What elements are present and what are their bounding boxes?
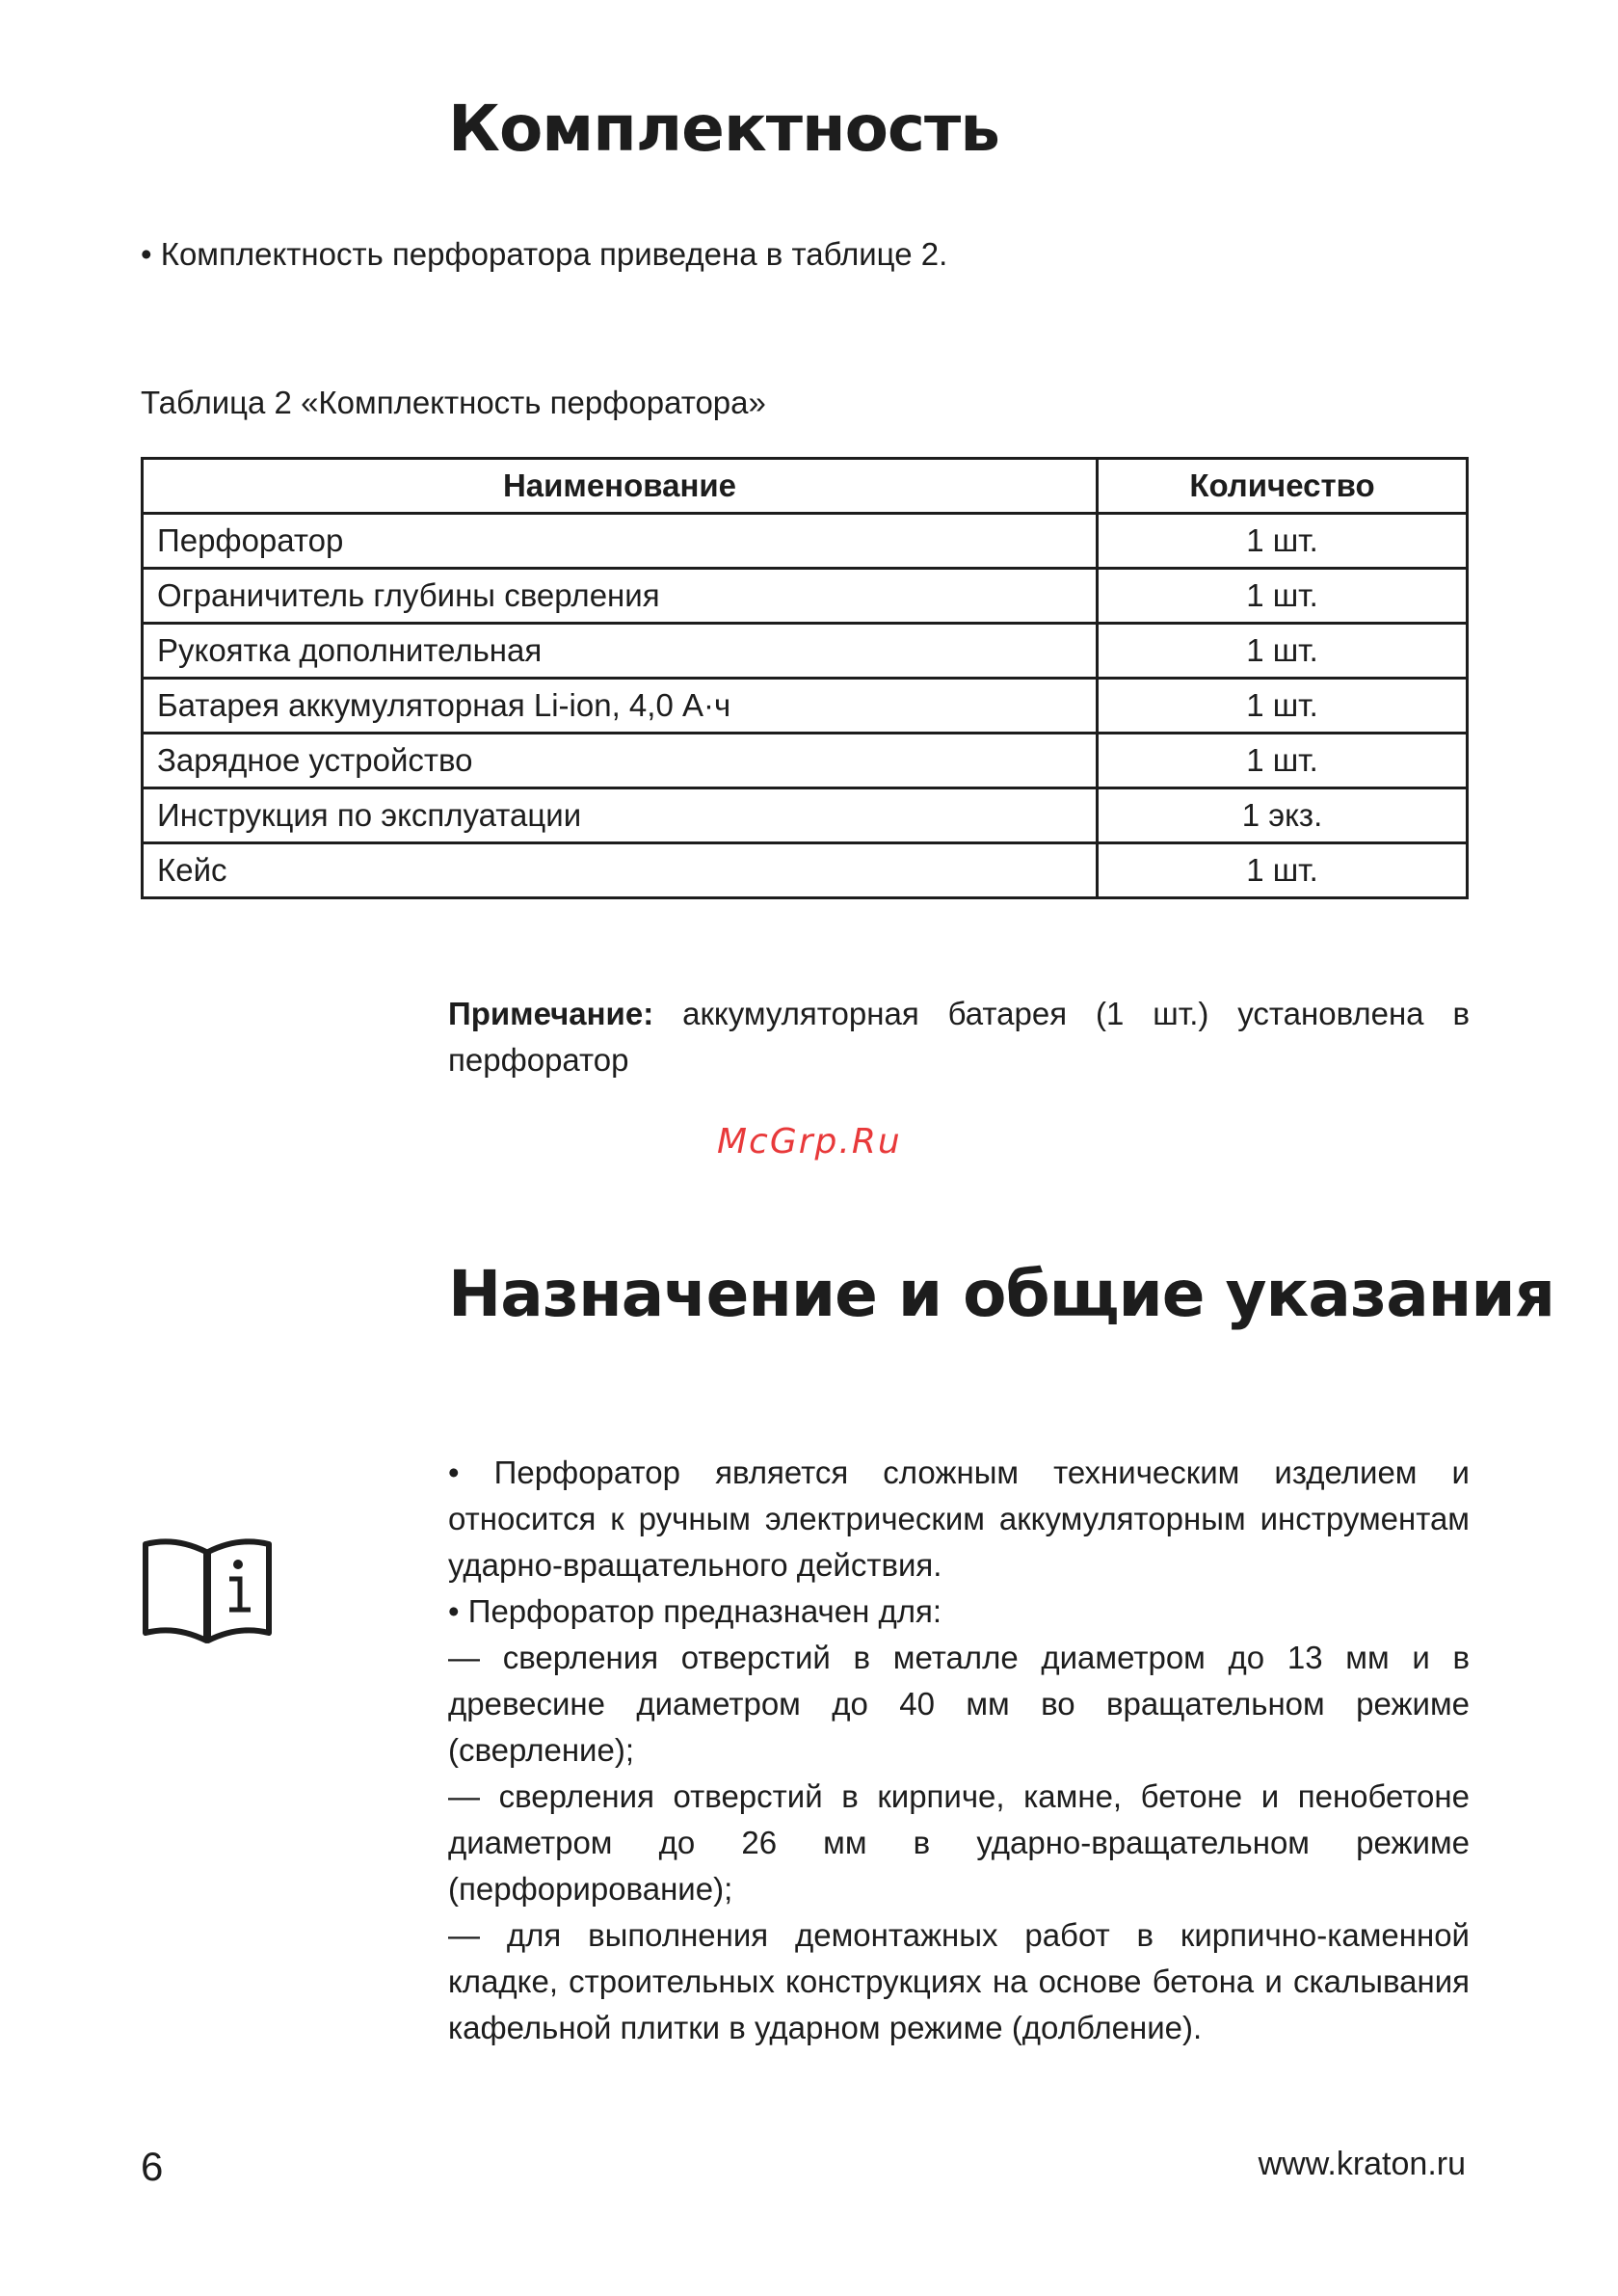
item-quantity: 1 шт. — [1098, 624, 1468, 679]
section-title-purpose: Назначение и общие указания — [448, 1257, 1554, 1331]
page-number: 6 — [141, 2144, 164, 2189]
purpose-paragraph: — сверления отверстий в металле диаметром до 13 мм и в древесине диаметром до 40 мм во вращательном режиме (сверление); — [448, 1640, 1470, 1768]
item-name: Батарея аккумуляторная Li-ion, 4,0 А·ч — [143, 679, 1098, 734]
item-name: Рукоятка дополнительная — [143, 624, 1098, 679]
purpose-text — [448, 1450, 1470, 2051]
item-quantity: 1 шт. — [1098, 734, 1468, 788]
purpose-paragraph: • Перфоратор является сложным техническим изделием и относится к ручным электрическим аккумуляторным инструментам ударно-вращательного действия. — [448, 1455, 1470, 1583]
section-title-kit: Комплектность — [448, 92, 1000, 166]
item-name: Ограничитель глубины сверления — [143, 569, 1098, 624]
note-label: Примечание: — [448, 996, 654, 1031]
purpose-paragraph: — сверления отверстий в кирпиче, камне, бетоне и пенобетоне диаметром до 26 мм в ударно-вращательном режиме (перфорирование); — [448, 1778, 1470, 1907]
item-name: Перфоратор — [143, 514, 1098, 569]
purpose-paragraph: • Перфоратор предназначен для: — [448, 1593, 942, 1629]
table-note — [448, 991, 1470, 1083]
table-row — [143, 679, 1468, 734]
table-row — [143, 788, 1468, 843]
item-quantity: 1 шт. — [1098, 514, 1468, 569]
purpose-paragraph: — для выполнения демонтажных работ в кирпично-каменной кладке, строительных конструкциях на основе бетона и скалывания кафельной плитки в ударном режиме (долбление). — [448, 1917, 1470, 2045]
watermark-link[interactable]: McGrp.Ru — [717, 1122, 902, 1161]
note-text: аккумуляторная батарея (1 шт.) установлена в перфоратор — [448, 996, 1470, 1078]
header-quantity: Количество — [1098, 459, 1468, 514]
table-row — [143, 843, 1468, 898]
kit-intro-text: • Комплектность перфоратора приведена в таблице 2. — [141, 236, 948, 272]
header-name: Наименование — [143, 459, 1098, 514]
book-info-icon — [141, 1533, 274, 1648]
table-row — [143, 624, 1468, 679]
item-quantity: 1 шт. — [1098, 843, 1468, 898]
kit-table — [141, 457, 1469, 899]
item-name: Зарядное устройство — [143, 734, 1098, 788]
table-row — [143, 569, 1468, 624]
item-quantity: 1 шт. — [1098, 569, 1468, 624]
item-quantity: 1 шт. — [1098, 679, 1468, 734]
table-row — [143, 734, 1468, 788]
table-caption: Таблица 2 «Комплектность перфоратора» — [141, 385, 766, 420]
item-name: Инструкция по эксплуатации — [143, 788, 1098, 843]
table-header-row — [143, 459, 1468, 514]
item-quantity: 1 экз. — [1098, 788, 1468, 843]
website-link[interactable]: www.kraton.ru — [1258, 2146, 1466, 2182]
item-name: Кейс — [143, 843, 1098, 898]
table-row — [143, 514, 1468, 569]
